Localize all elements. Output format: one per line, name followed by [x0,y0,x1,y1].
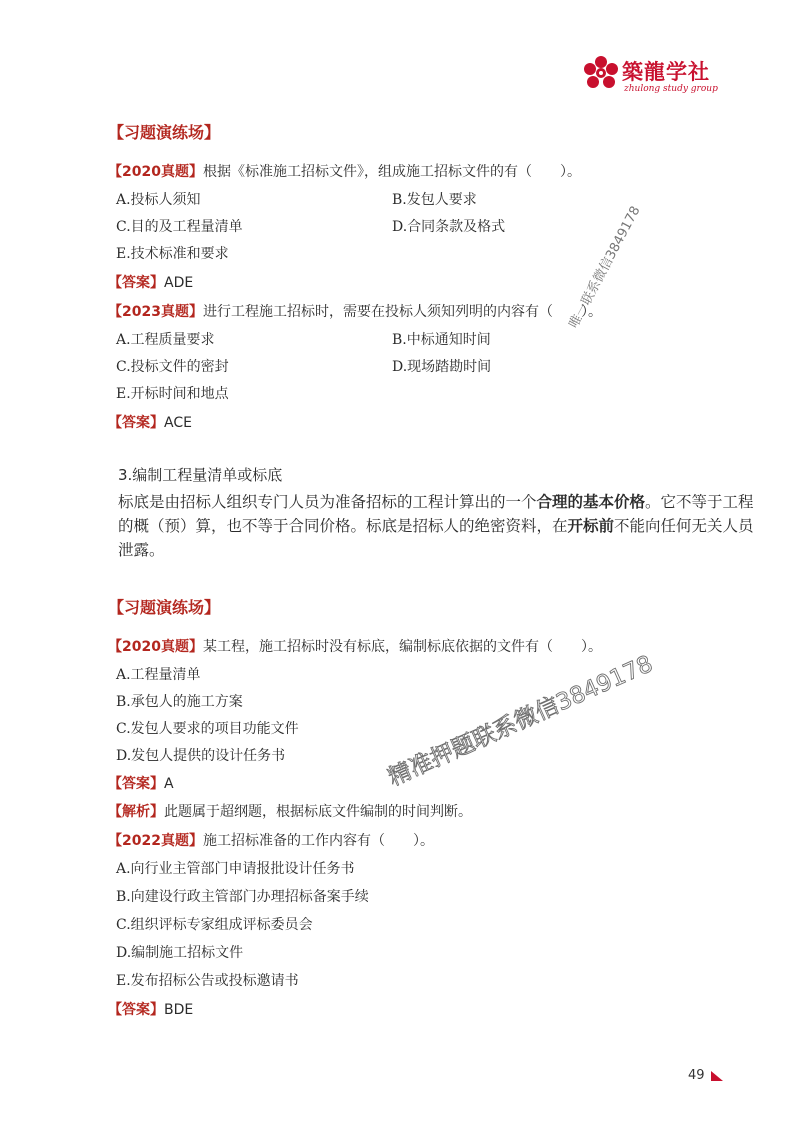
option: E.开标时间和地点 [116,386,229,402]
option: A.投标人须知 [116,192,201,208]
watermark: 精准押题联系微信3849178 [384,650,657,792]
answer-value: BDE [164,1002,194,1018]
analysis-tag: 【解析】 [108,804,164,820]
publisher-logo [582,50,742,100]
option: E.技术标准和要求 [116,246,229,262]
option: D.编制施工招标文件 [116,945,244,961]
option: D.现场踏勘时间 [392,359,492,375]
question-text: 进行工程施工招标时，需要在投标人须知列明的内容有（ ）。 [202,304,602,320]
analysis-text: 此题属于超纲题，根据标底文件编制的时间判断。 [164,804,472,820]
answer-line [108,412,192,432]
section-heading: 3.编制工程量清单或标底 [118,466,283,484]
logo-name: 築龍学社 [622,60,710,84]
option: A.向行业主管部门申请报批设计任务书 [116,861,355,877]
question-stem [108,301,602,321]
answer-line [108,272,193,292]
option: C.目的及工程量清单 [116,219,243,235]
body-paragraph [118,490,758,562]
logo-flower-icon [582,54,620,94]
section-title: 【习题演练场】 [108,123,221,142]
answer-value: ACE [164,415,192,431]
question-text: 施工招标准备的工作内容有（ ）。 [202,833,434,849]
option: B.发包人要求 [392,192,477,208]
answer-value: A [164,776,174,792]
question-text: 根据《标准施工招标文件》，组成施工招标文件的有（ ）。 [202,164,581,180]
logo-subtitle: zhulong study group [624,84,718,94]
answer-value: ADE [164,275,194,291]
question-text: 某工程，施工招标时没有标底，编制标底依据的文件有（ ）。 [202,639,602,655]
emphasis-text: 开标前 [567,517,615,535]
option: D.合同条款及格式 [392,219,506,235]
section-title: 【习题演练场】 [108,598,221,617]
corner-triangle-icon [711,1071,723,1081]
answer-tag: 【答案】 [108,275,164,291]
page-number [688,1068,723,1083]
question-tag: 【2020真题】 [108,164,203,180]
option: E.发布招标公告或投标邀请书 [116,973,299,989]
emphasis-text: 合理的基本价格 [536,493,646,511]
page-number-text: 49 [688,1068,705,1083]
question-stem [108,636,602,656]
option: B.承包人的施工方案 [116,694,243,710]
option: A.工程质量要求 [116,332,215,348]
answer-tag: 【答案】 [108,1002,164,1018]
question-stem [108,830,434,850]
watermark: 唯一联系微信3849178 [566,203,644,331]
option: C.组织评标专家组成评标委员会 [116,917,313,933]
paragraph-text: 。它不等于工程的概（预）算，也不等于合同价格。标底是招标人的绝密资料，在 [118,493,754,535]
option: A.工程量清单 [116,667,201,683]
option: D.发包人提供的设计任务书 [116,748,286,764]
analysis-line [108,801,472,821]
option: C.发包人要求的项目功能文件 [116,721,299,737]
option: B.向建设行政主管部门办理招标备案手续 [116,889,369,905]
answer-line [108,773,174,793]
question-tag: 【2020真题】 [108,639,203,655]
paragraph-text: 标底是由招标人组织专门人员为准备招标的工程计算出的一个 [118,493,537,511]
paragraph-text: 不能向任何无关人员泄露。 [118,517,754,559]
question-tag: 【2023真题】 [108,304,203,320]
answer-tag: 【答案】 [108,415,164,431]
answer-line [108,999,193,1019]
question-stem [108,161,581,181]
option: C.投标文件的密封 [116,359,229,375]
option: B.中标通知时间 [392,332,491,348]
answer-tag: 【答案】 [108,776,164,792]
question-tag: 【2022真题】 [108,833,203,849]
